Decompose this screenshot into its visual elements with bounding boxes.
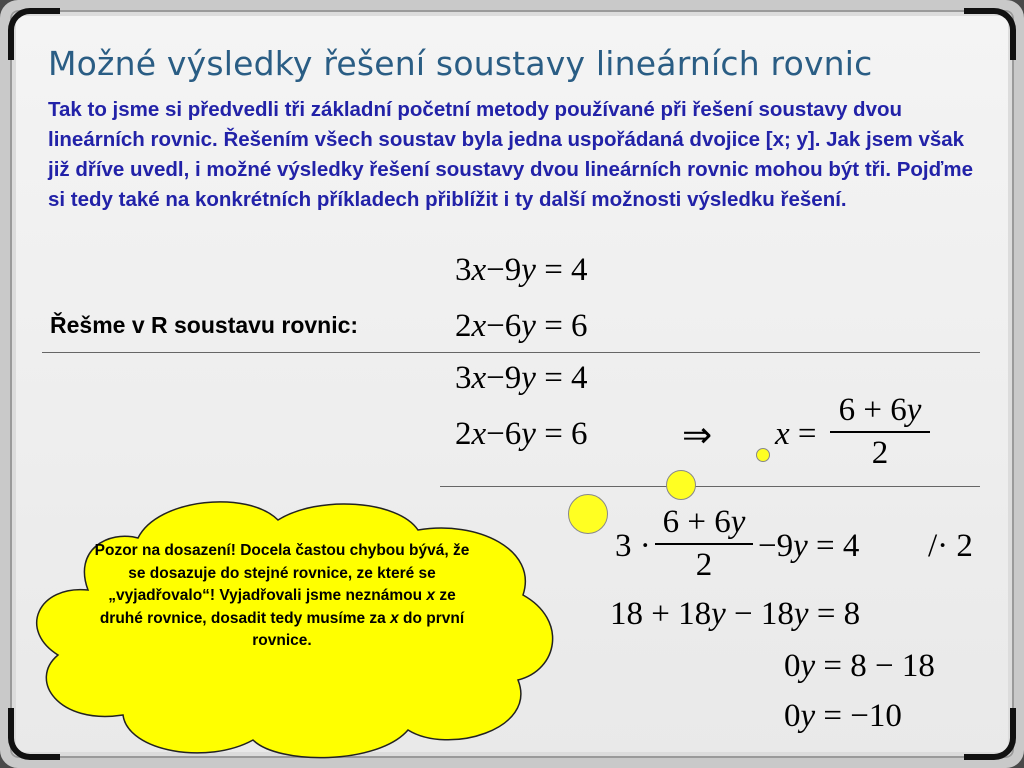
equation-2: 2x−6y = 6	[455, 308, 588, 344]
multiply-note: /· 2	[928, 528, 973, 564]
equation-1: 3x−9y = 4	[455, 252, 588, 288]
divider-line	[440, 486, 980, 487]
frame-corner	[964, 708, 1016, 760]
bubble-text: Pozor na dosazení! Docela častou chybou bývá, že se dosazuje do stejné rovnice, ze které se „vyjadřovalo“! Vyjadřovali jsme neznámou x ze druhé rovnice, dosadit tedy musíme za x do první rovnice.	[94, 542, 470, 649]
equation-step-5: 0y = −10	[784, 698, 902, 734]
substitution-fraction: 6 + 6y 2	[655, 504, 753, 584]
equation-2-repeat: 2x−6y = 6	[455, 416, 588, 452]
frame-corner	[964, 8, 1016, 60]
slide-title: Možné výsledky řešení soustavy lineárních rovnic	[48, 44, 873, 83]
bubble-dot-medium	[666, 470, 696, 500]
x-expression: x =	[775, 416, 817, 452]
system-label: Řešme v R soustavu rovnic:	[50, 312, 359, 338]
intro-paragraph: Tak to jsme si předvedli tři základní početní metody používané při řešení soustavy dvou lineárních rovnic. Řešením všech soustav byla jedna uspořádaná dvojice [x; y]. Jak jsem však již dříve uvedl, i možné výsledky řešení soustavy dvou lineárních rovnic mohou být tři. Pojďme si tedy také na konkrétních příkladech přiblížit i ty další možnosti výsledku řešení.	[48, 98, 973, 211]
substitution-rest: −9y = 4	[758, 528, 860, 564]
implies-symbol: ⇒	[682, 415, 713, 455]
equation-step-3: 18 + 18y − 18y = 8	[610, 596, 861, 632]
equation-1-repeat: 3x−9y = 4	[455, 360, 588, 396]
substitution-coefficient: 3 ·	[615, 528, 651, 564]
equation-step-4: 0y = 8 − 18	[784, 648, 935, 684]
divider-line	[42, 352, 980, 353]
bubble-dot-small	[756, 448, 770, 462]
x-fraction: 6 + 6y 2	[830, 392, 930, 472]
